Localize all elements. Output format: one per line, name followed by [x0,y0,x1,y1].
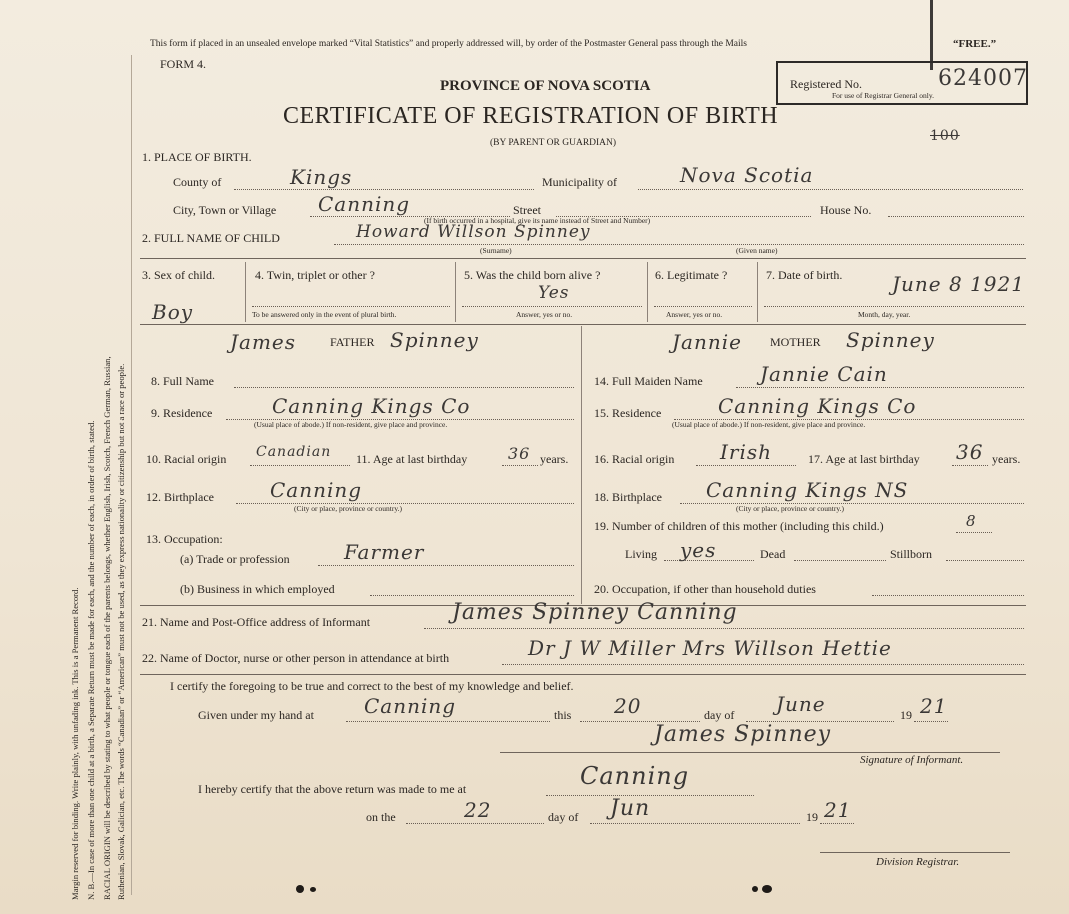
year-line [914,721,948,722]
father-racial-line [250,465,350,466]
father-heading-last: Spinney [390,328,479,352]
mother-age-value: 36 [956,440,984,464]
informant-bottom-rule [140,674,1026,675]
col-divider-2 [455,262,456,322]
legitimate-note: Answer, yes or no. [666,310,723,319]
reg-month-value: Jun [610,796,651,821]
doctor-line [502,664,1024,665]
surname-note: (Surname) [480,246,512,255]
registered-no-value: 624007 [938,66,1028,91]
division-registrar-label: Division Registrar. [876,856,960,868]
registrar-use-note: For use of Registrar General only. [832,91,934,100]
municipality-label: Municipality of [542,175,617,189]
postal-notice: This form if placed in an unsealed envelope marked “Vital Statistics” and properly addressed will, by order of the Postmaster General pass through the Mails [150,39,747,49]
given-name-note: (Given name) [736,246,778,255]
father-age-line [502,465,538,466]
page-subtitle: (BY PARENT OR GUARDIAN) [490,138,617,148]
father-trade-label: (a) Trade or profession [180,552,290,566]
father-birthplace-note: (City or place, province or country.) [294,504,403,513]
county-value: Kings [290,165,353,189]
mother-children-line [956,532,992,533]
sex-value: Boy [152,300,194,324]
dob-line [764,306,1024,307]
binding-hole-left [296,885,320,893]
mother-dead-line [794,560,886,561]
mother-birthplace-label: 18. Birthplace [594,490,662,504]
father-occupation-label: 13. Occupation: [146,532,223,546]
mother-racial-line [696,465,796,466]
house-no-label: House No. [820,203,872,217]
doctor-label: 22. Name of Doctor, nurse or other person in attendance at birth [142,651,450,665]
margin-note-3: RACIAL ORIGIN will be described by stating to what people or tongue each of the parents belongs, whether English, Irish, Scotch, French German, Russian, [102,356,112,900]
signature-line [500,752,1000,753]
county-line [234,189,534,190]
municipality-value: Nova Scotia [680,163,814,187]
alive-value: Yes [538,283,570,303]
reg-year-line [820,823,854,824]
father-residence-value: Canning Kings Co [272,394,471,418]
given-under-label: Given under my hand at [198,708,314,722]
mother-birthplace-line [680,503,1024,504]
father-heading: FATHER [330,335,375,349]
father-residence-note: (Usual place of abode.) If non-resident, give place and province. [254,420,448,429]
place-of-birth-label: 1. PLACE OF BIRTH. [142,150,252,164]
month-value: June [776,692,826,716]
margin-rule [131,55,132,895]
mother-residence-label: 15. Residence [594,406,662,420]
day-value: 20 [614,694,642,718]
father-trade-value: Farmer [344,540,425,564]
doctor-value: Dr J W Miller Mrs Willson Hettie [528,636,892,660]
legitimate-line [654,306,752,307]
informant-line [424,628,1024,629]
col-divider-3 [647,262,648,322]
child-name-line [334,244,1024,245]
dob-label: 7. Date of birth. [766,268,843,282]
hospital-note: (If birth occurred in a hospital, give its name instead of Street and Number) [424,216,651,225]
margin-note-2: N. B.—In case of more than one child at a birth, a Separate Return must be made for each, and the number of each, in order of birth, stated. [86,420,96,900]
registered-no-label: Registered No. [790,77,862,91]
sex-label: 3. Sex of child. [142,268,215,282]
alive-line [462,306,642,307]
mother-maiden-label: 14. Full Maiden Name [594,374,703,388]
father-age-label: 11. Age at last birthday [356,452,468,466]
mother-living-value: yes [680,538,717,562]
col-divider-1 [245,262,246,322]
alive-note: Answer, yes or no. [516,310,573,319]
county-label: County of [173,175,222,189]
parents-divider [581,326,582,604]
mother-residence-value: Canning Kings Co [718,394,917,418]
dob-value: June 8 1921 [892,272,1025,296]
registration-box [776,61,1028,105]
given-place-line [346,721,550,722]
registrar-statement: I hereby certify that the above return was made to me at [198,782,467,796]
signature-of-informant-label: Signature of Informant. [860,754,964,766]
certify-statement: I certify the foregoing to be true and correct to the best of my knowledge and belief. [170,679,574,693]
father-birthplace-line [236,503,574,504]
margin-note-4: Ruthenian, Slovak, Galician, etc. The words “Canadian” or “American” must not be used, as they express nationality or citizenship but not a race or people. [116,363,126,900]
mother-heading-last: Spinney [846,328,935,352]
reg-year-value: 21 [824,798,852,822]
father-heading-first: James [230,330,297,354]
father-fullname-line [234,387,574,388]
informant-value: James Spinney Canning [452,600,738,625]
form-number: FORM 4. [160,57,207,71]
mother-children-value: 8 [966,512,977,530]
col-divider-4 [757,262,758,322]
informant-signature: James Spinney [654,722,832,747]
ink-mark [930,0,933,70]
father-years-label: years. [540,452,569,466]
informant-label: 21. Name and Post-Office address of Informant [142,615,371,629]
mother-stillborn-line [946,560,1024,561]
mother-occupation-line [872,595,1024,596]
free-label: “FREE.” [953,38,997,50]
mother-heading: MOTHER [770,335,821,349]
father-fullname-label: 8. Full Name [151,374,214,388]
mother-residence-note: (Usual place of abode.) If non-resident, give place and province. [672,420,866,429]
year-prefix: 19 [900,708,912,722]
year-value: 21 [920,694,948,718]
father-racial-value: Canadian [256,444,332,460]
mother-stillborn-label: Stillborn [890,547,933,561]
mother-racial-value: Irish [720,440,773,464]
father-business-label: (b) Business in which employed [180,582,335,596]
on-the-label: on the [366,810,396,824]
reg-day-value: 22 [464,798,492,822]
page-title: CERTIFICATE OF REGISTRATION OF BIRTH [283,103,779,129]
margin-note-1: Margin reserved for binding. Write plainly, with unfading ink. This is a Permanent Record. [70,587,80,900]
mother-maiden-value: Jannie Cain [760,362,888,386]
father-residence-label: 9. Residence [151,406,213,420]
mother-occupation-label: 20. Occupation, if other than household duties [594,582,816,596]
dob-note: Month, day, year. [858,310,911,319]
registrar-place-value: Canning [580,762,690,790]
house-no-line [888,216,1024,217]
mother-racial-label: 16. Racial origin [594,452,675,466]
day-of-label: day of [704,708,735,722]
twin-label: 4. Twin, triplet or other ? [255,268,375,282]
given-place-value: Canning [364,694,457,718]
father-birthplace-label: 12. Birthplace [146,490,214,504]
father-birthplace-value: Canning [270,478,363,502]
reg-day-line [406,823,544,824]
mother-maiden-line [736,387,1024,388]
binding-hole-right [752,885,776,893]
mother-living-label: Living [625,547,657,561]
child-name-value: Howard Willson Spinney [356,222,591,242]
reg-year-prefix: 19 [806,810,818,824]
reg-day-of-label: day of [548,810,579,824]
mother-years-label: years. [992,452,1021,466]
father-age-value: 36 [508,444,531,463]
division-registrar-line [820,852,1010,853]
alive-label: 5. Was the child born alive ? [464,268,601,282]
father-racial-label: 10. Racial origin [146,452,227,466]
legitimate-label: 6. Legitimate ? [655,268,728,282]
street-label: Street [513,203,541,217]
municipality-line [638,189,1023,190]
reg-month-line [590,823,800,824]
mother-birthplace-note: (City or place, province or country.) [736,504,845,513]
this-label: this [554,708,572,722]
province-heading: PROVINCE OF NOVA SCOTIA [440,78,651,94]
mother-age-line [952,465,988,466]
mother-heading-first: Jannie [672,330,742,354]
city-label: City, Town or Village [173,203,277,217]
father-trade-line [318,565,574,566]
struck-number: 100 [930,128,960,144]
row-bottom-rule [140,324,1026,325]
twin-line [252,306,450,307]
child-name-label: 2. FULL NAME OF CHILD [142,231,280,245]
father-business-line [370,595,574,596]
twin-note: To be answered only in the event of plural birth. [252,310,397,319]
mother-dead-label: Dead [760,547,786,561]
city-value: Canning [318,192,411,216]
mother-children-label: 19. Number of children of this mother (including this child.) [594,519,884,533]
mother-age-label: 17. Age at last birthday [808,452,920,466]
mother-birthplace-value: Canning Kings NS [706,478,909,502]
row-top-rule [140,258,1026,259]
